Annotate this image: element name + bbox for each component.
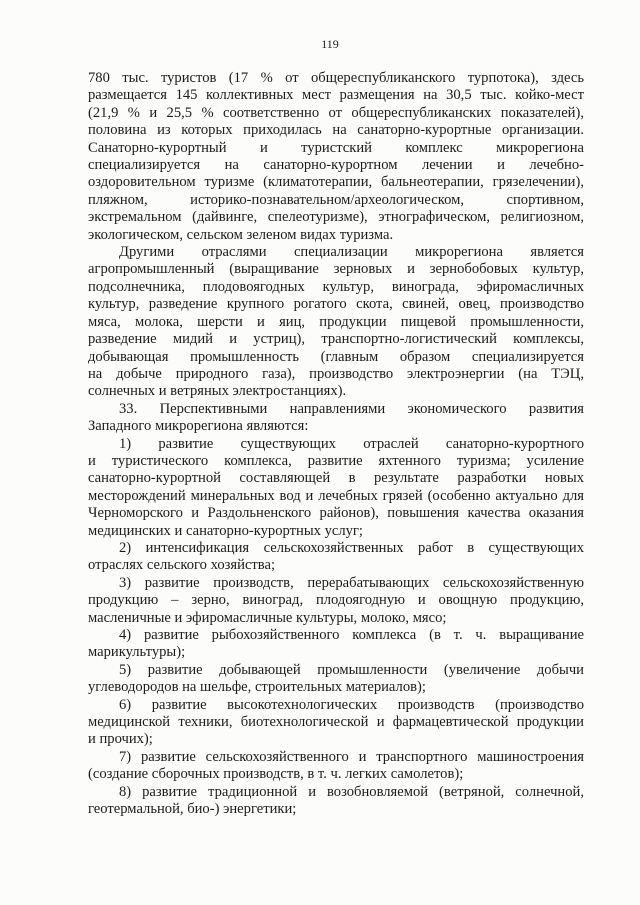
- paragraph-tourism-continuation: [88, 70, 584, 244]
- text-line: 33. Перспективными направлениями экономического развития: [119, 400, 584, 417]
- list-item-8: [88, 784, 584, 819]
- text-line: 3) развитие производств, перерабатывающих сельскохозяйственную: [119, 574, 584, 591]
- text-line: масленичные и эфиромасличные культуры, молоко, мясо;: [88, 609, 447, 626]
- text-line: солнечных и ветряных электростанциях).: [88, 383, 347, 400]
- text-line: 4) развитие рыбохозяйственного комплекса (в т. ч. выращивание: [119, 627, 584, 643]
- text-line: добывающая промышленность (главным образом специализируется: [88, 348, 584, 365]
- text-line: оздоровительном туризме (климатотерапии, бальнеотерапии, грязелечении),: [88, 174, 584, 191]
- text-line: половина из которых приходилась на санаторно-курортные организации.: [88, 122, 584, 139]
- text-line: медицинских и санаторно-курортных услуг;: [88, 522, 363, 539]
- paragraph-item-33-heading: [88, 401, 584, 436]
- text-line: разведение мидий и устриц), транспортно-логистический комплексы,: [88, 331, 584, 348]
- text-line: Черноморского и Раздольненского районов), повышения качества оказания: [88, 505, 584, 522]
- text-line: Западного микрорегиона являются:: [88, 418, 309, 435]
- text-line: Другими отраслями специализации микрорегиона является: [119, 244, 584, 261]
- text-line: продукцию – зерно, виноград, плодоягодную и овощную продукцию,: [88, 592, 584, 609]
- text-line: и туристического комплекса, развитие яхтенного туризма; усиление: [88, 452, 584, 469]
- text-line: Санаторно-курортный и туристский комплекс микрорегиона: [88, 139, 584, 156]
- text-line: 5) развитие добывающей промышленности (увеличение добычи: [119, 661, 584, 678]
- text-line: (21,9 % и 25,5 % соответственно от общереспубликанских показателей),: [88, 104, 584, 121]
- text-line: месторождений минеральных вод и лечебных грязей (особенно актуально для: [88, 487, 584, 504]
- text-line: 6) развитие высокотехнологических производств (производство: [119, 696, 584, 713]
- text-line: размещается 145 коллективных мест размещения на 30,5 тыс. койко-мест: [88, 87, 584, 104]
- text-line: (создание сборочных производств, в т. ч. легких самолетов);: [88, 766, 464, 783]
- list-item-6: [88, 697, 584, 749]
- paragraph-specialization-industries: [88, 244, 584, 401]
- text-line: агропромышленный (выращивание зерновых и зернобобовых культур,: [88, 261, 584, 278]
- list-item-4: [88, 627, 584, 662]
- text-line: специализируется на санаторно-курортном лечении и лечебно-: [88, 157, 584, 174]
- text-line: отраслях сельского хозяйства;: [88, 557, 276, 574]
- text-line: 8) развитие традиционной и возобновляемой (ветряной, солнечной,: [119, 783, 584, 800]
- list-item-3: [88, 575, 584, 627]
- text-line: на добыче природного газа), производство электроэнергии (на ТЭЦ,: [88, 365, 584, 382]
- text-line: 7) развитие сельскохозяйственного и транспортного машиностроения: [119, 748, 584, 765]
- text-line: подсолнечника, плодовоягодных культур, винограда, эфиромасличных: [88, 278, 584, 295]
- text-line: медицинской техники, биотехнологической и фармацевтической продукции: [88, 714, 584, 731]
- text-line: культур, разведение крупного рогатого скота, свиней, овец, производство: [88, 296, 584, 313]
- text-line: экстремальном (дайвинге, спелеотуризме), этнографическом, религиозном,: [88, 209, 584, 226]
- document-body: [88, 70, 584, 818]
- list-item-2: [88, 540, 584, 575]
- text-line: 2) интенсификация сельскохозяйственных работ в существующих: [119, 539, 584, 556]
- text-line: мяса, молока, шерсти и яиц, продукции пищевой промышленности,: [88, 313, 584, 330]
- list-item-1: [88, 436, 584, 540]
- text-line: углеводородов на шельфе, строительных материалов);: [88, 679, 426, 696]
- text-line: санаторно-курортной составляющей в результате разработки новых: [88, 470, 584, 487]
- text-line: 780 тыс. туристов (17 % от общереспубликанского турпотока), здесь: [88, 70, 584, 86]
- text-line: пляжном, историко-познавательном/археологическом, спортивном,: [88, 191, 584, 208]
- list-item-5: [88, 662, 584, 697]
- list-item-7: [88, 749, 584, 784]
- text-line: геотермальной, био-) энергетики;: [88, 801, 297, 818]
- text-line: и прочих);: [88, 731, 153, 748]
- text-line: экологическом, сельском зеленом видах туризма.: [88, 226, 394, 243]
- text-line: марикультуры);: [88, 644, 186, 661]
- text-line: 1) развитие существующих отраслей санаторно-курортного: [119, 435, 584, 452]
- page-number: 119: [321, 37, 339, 51]
